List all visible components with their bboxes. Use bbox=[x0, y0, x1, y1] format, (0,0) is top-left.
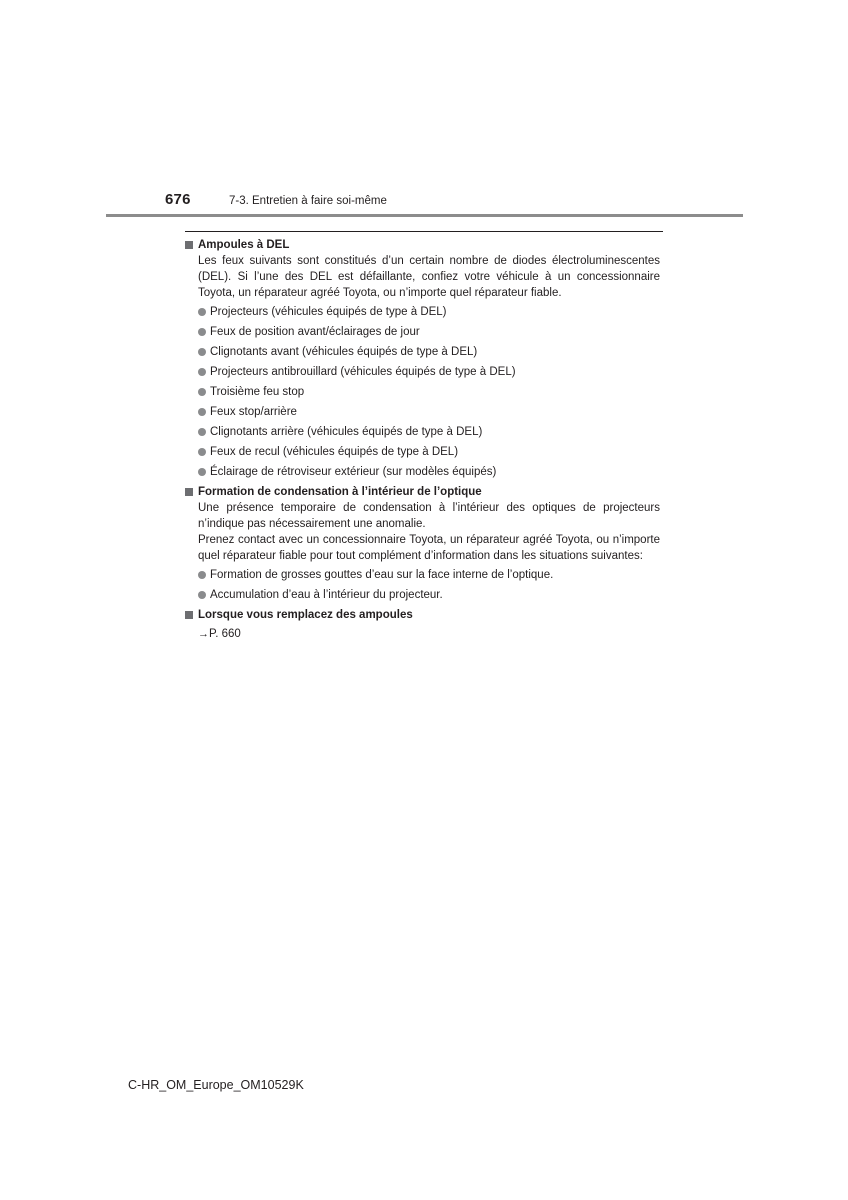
circle-bullet-icon bbox=[198, 308, 206, 316]
section-title: 7-3. Entretien à faire soi-même bbox=[229, 195, 387, 207]
section-heading-led bbox=[185, 237, 660, 253]
circle-bullet-icon bbox=[198, 448, 206, 456]
content-rule bbox=[185, 231, 663, 232]
circle-bullet-icon bbox=[198, 468, 206, 476]
list-item: Feux de position avant/éclairages de jour bbox=[198, 324, 660, 340]
list-item: Formation de grosses gouttes d’eau sur la face interne de l’optique. bbox=[198, 567, 660, 583]
circle-bullet-icon bbox=[198, 328, 206, 336]
square-bullet-icon bbox=[185, 611, 193, 619]
list-item: Accumulation d’eau à l’intérieur du projecteur. bbox=[198, 587, 660, 603]
header-rule bbox=[106, 214, 743, 217]
list-item: Éclairage de rétroviseur extérieur (sur modèles équipés) bbox=[198, 464, 660, 480]
circle-bullet-icon bbox=[198, 388, 206, 396]
square-bullet-icon bbox=[185, 488, 193, 496]
circle-bullet-icon bbox=[198, 571, 206, 579]
heading-text: Ampoules à DEL bbox=[198, 239, 290, 251]
list-item: Troisième feu stop bbox=[198, 384, 660, 400]
list-item: Clignotants avant (véhicules équipés de type à DEL) bbox=[198, 344, 660, 360]
heading-text: Formation de condensation à l’intérieur de l’optique bbox=[198, 486, 482, 498]
list-item: Projecteurs antibrouillard (véhicules équipés de type à DEL) bbox=[198, 364, 660, 380]
list-item: Clignotants arrière (véhicules équipés de type à DEL) bbox=[198, 424, 660, 440]
paragraph: Une présence temporaire de condensation à l’intérieur des optiques de projecteurs n’indique pas nécessairement une anomalie. bbox=[198, 502, 660, 530]
paragraph: Les feux suivants sont constitués d’un certain nombre de diodes électroluminescentes (DEL). Si l’une des DEL est défaillante, confiez votre véhicule à un concessionnaire Toyota, un réparateur agréé Toyota, ou n’importe quel réparateur fiable. bbox=[198, 255, 660, 299]
section-heading-bulb-replacement bbox=[185, 607, 660, 623]
arrow-right-icon: → bbox=[198, 628, 209, 640]
list-item: Feux de recul (véhicules équipés de type à DEL) bbox=[198, 444, 660, 460]
circle-bullet-icon bbox=[198, 368, 206, 376]
circle-bullet-icon bbox=[198, 408, 206, 416]
paragraph: Prenez contact avec un concessionnaire Toyota, un réparateur agréé Toyota, ou n’importe quel réparateur fiable pour tout complément d’information dans les situations suivantes: bbox=[198, 534, 660, 562]
square-bullet-icon bbox=[185, 241, 193, 249]
circle-bullet-icon bbox=[198, 348, 206, 356]
circle-bullet-icon bbox=[198, 591, 206, 599]
section-heading-condensation bbox=[185, 484, 660, 500]
content-area bbox=[185, 237, 660, 642]
list-item: Projecteurs (véhicules équipés de type à DEL) bbox=[198, 304, 660, 320]
bullet-list-led bbox=[198, 304, 660, 480]
document-code: C-HR_OM_Europe_OM10529K bbox=[128, 1078, 304, 1092]
circle-bullet-icon bbox=[198, 428, 206, 436]
page-reference-link[interactable] bbox=[198, 626, 660, 642]
page-reference-text: P. 660 bbox=[209, 628, 241, 640]
heading-text: Lorsque vous remplacez des ampoules bbox=[198, 609, 413, 621]
list-item: Feux stop/arrière bbox=[198, 404, 660, 420]
page-number: 676 bbox=[165, 191, 191, 208]
bullet-list-condensation bbox=[198, 567, 660, 603]
